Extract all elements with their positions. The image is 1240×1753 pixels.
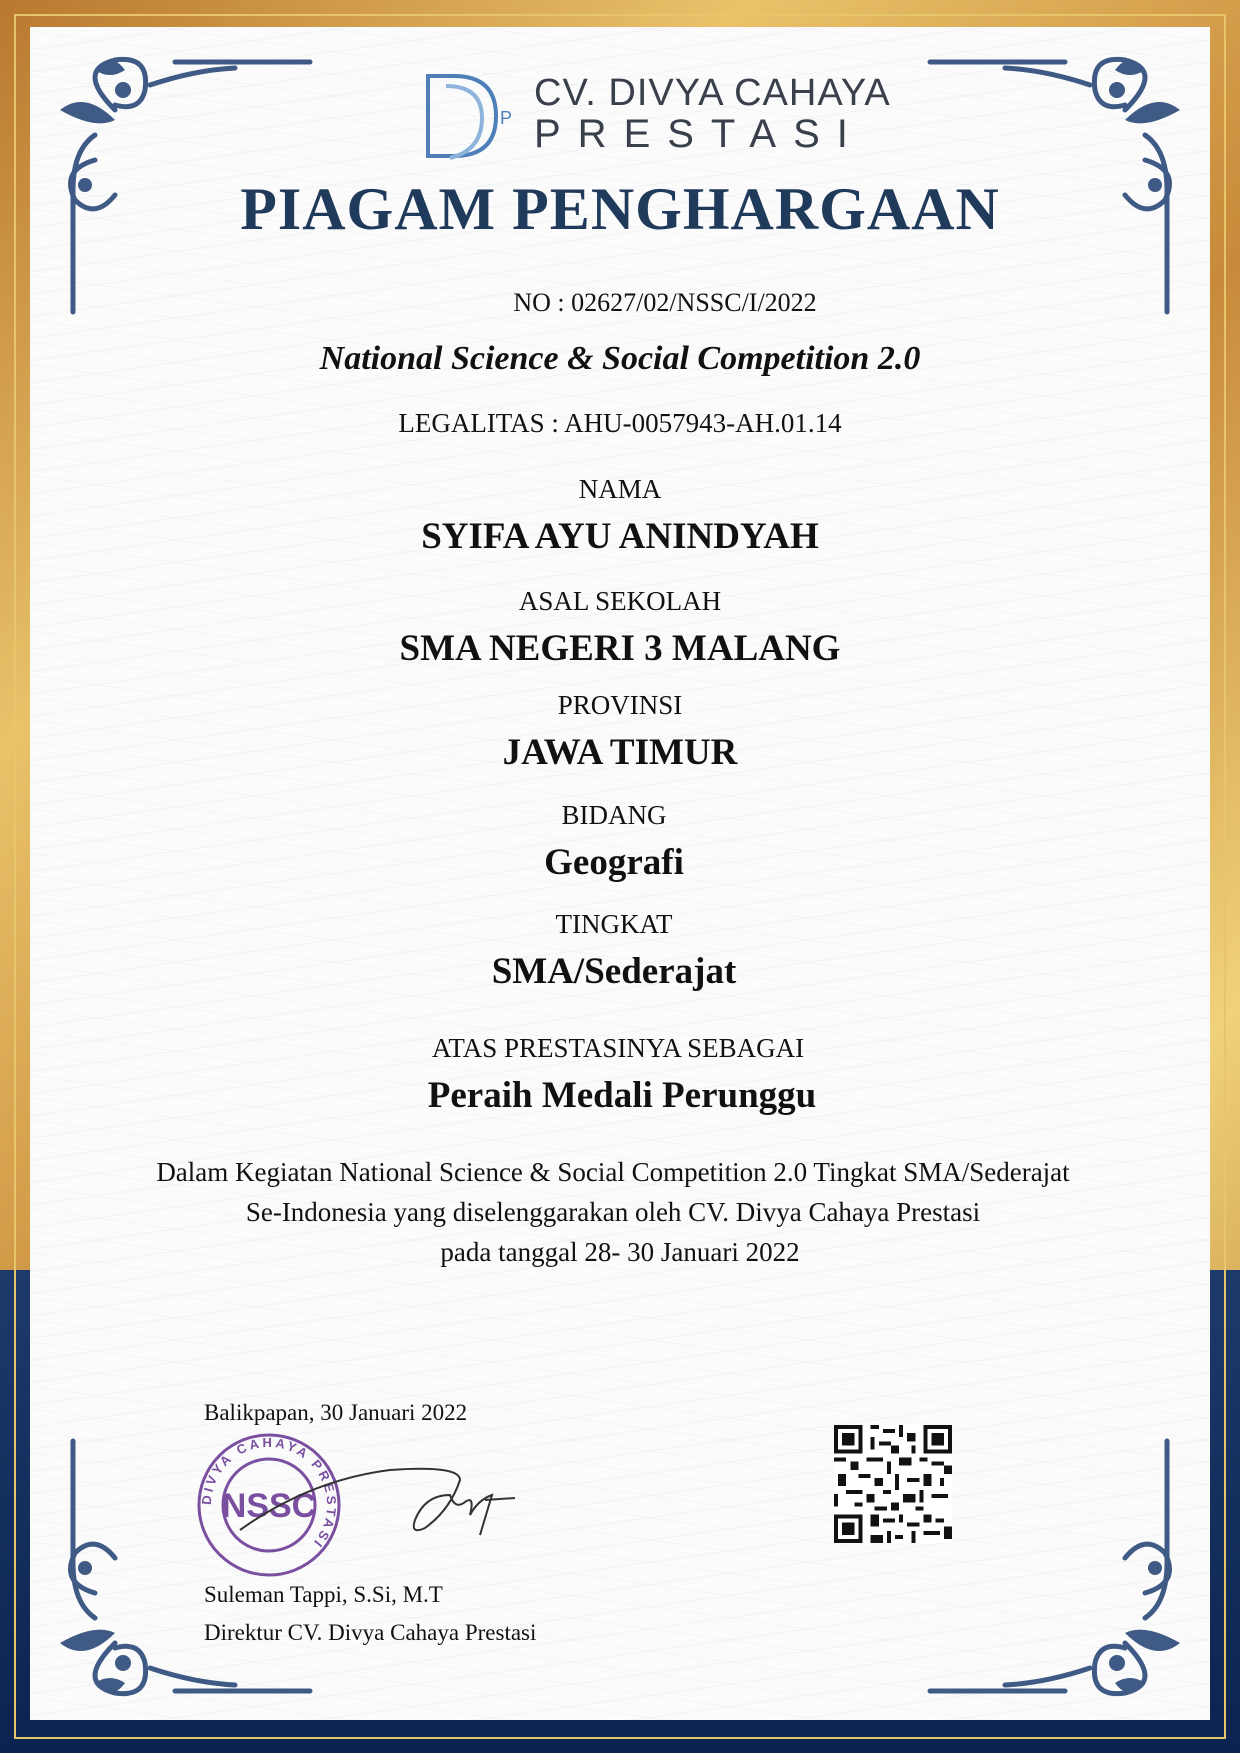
stamp-text: NSSC	[221, 1487, 317, 1525]
place-date: Balikpapan, 30 Januari 2022	[204, 1400, 468, 1425]
certificate-title: PIAGAM PENGHARGAAN	[240, 176, 1000, 242]
certificate-number: NO : 02627/02/NSSC/I/2022	[513, 288, 817, 317]
signer-name: Suleman Tappi, S.Si, M.T	[204, 1582, 443, 1607]
achievement-label: ATAS PRESTASINYA SEBAGAI	[431, 1033, 805, 1063]
level-label: TINGKAT	[555, 909, 673, 939]
school-value: SMA NEGERI 3 MALANG	[399, 628, 841, 669]
competition-name: National Science & Social Competition 2.0	[319, 340, 921, 377]
achievement-value: Peraih Medali Perunggu	[427, 1075, 817, 1116]
svg-text:P: P	[500, 108, 513, 128]
brand-name-line1: CV. DIVYA CAHAYA	[534, 72, 891, 114]
level-value: SMA/Sederajat	[491, 951, 737, 992]
participant-name: SYIFA AYU ANINDYAH	[421, 516, 819, 557]
field-label: BIDANG	[561, 800, 667, 830]
stamp-ring-text: DIVYA CAHAYA PRESTASI	[198, 1434, 340, 1553]
signer-title: Direktur CV. Divya Cahaya Prestasi	[204, 1620, 537, 1645]
field-value: Geografi	[544, 842, 684, 883]
brand-name-line2: PRESTASI	[534, 112, 865, 156]
name-label: NAMA	[578, 474, 662, 504]
signature-scribble	[230, 1440, 530, 1550]
corner-ornament-bottom-right	[925, 1438, 1185, 1703]
legal-number: LEGALITAS : AHU-0057943-AH.01.14	[398, 408, 842, 438]
dcp-logo-icon	[424, 72, 524, 164]
province-label: PROVINSI	[557, 690, 683, 720]
description-line1: Dalam Kegiatan National Science & Social Competition 2.0 Tingkat SMA/Sederajat	[156, 1157, 1070, 1187]
description-line3: pada tanggal 28- 30 Januari 2022	[440, 1237, 800, 1267]
description-line2: Se-Indonesia yang diselenggarakan oleh CV. Divya Cahaya Prestasi	[245, 1197, 981, 1227]
province-value: JAWA TIMUR	[502, 732, 738, 773]
qr-code	[834, 1425, 952, 1543]
school-label: ASAL SEKOLAH	[518, 586, 722, 616]
